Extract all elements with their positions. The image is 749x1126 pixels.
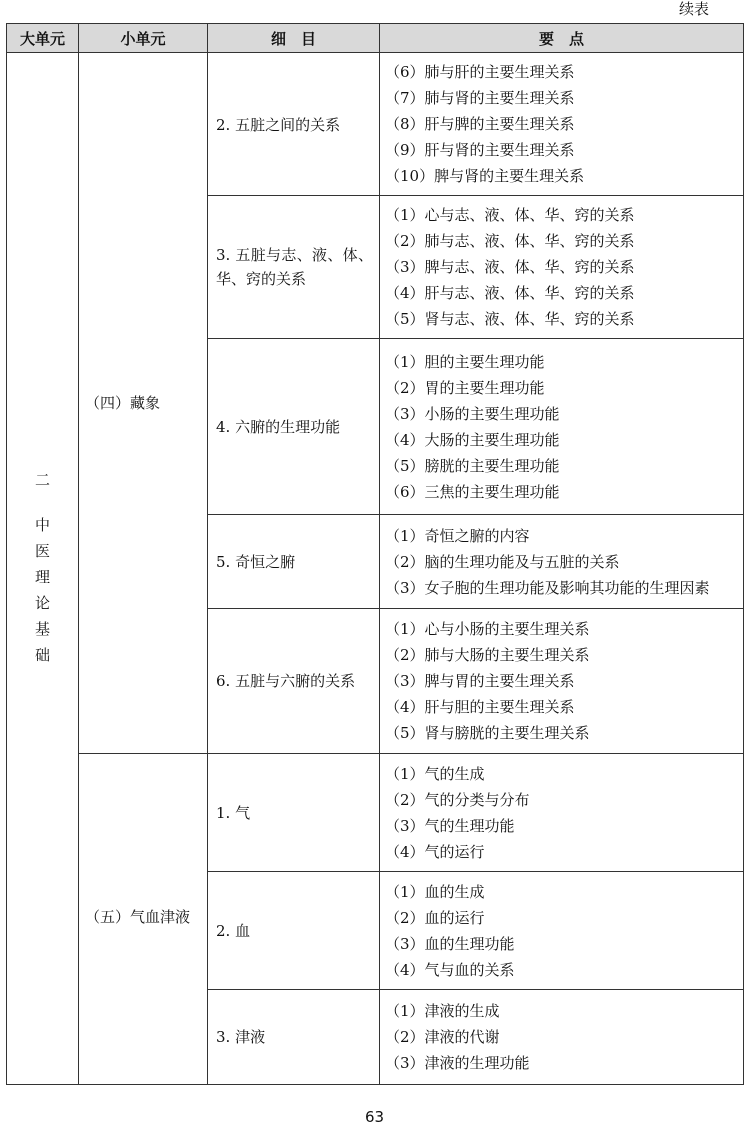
point-item: （1）奇恒之腑的内容	[385, 526, 530, 545]
item-cell	[208, 339, 380, 515]
point-item: （3）女子胞的生理功能及影响其功能的生理因素	[385, 578, 710, 597]
item-label: 1. 气	[216, 803, 251, 822]
point-item: （7）肺与肾的主要生理关系	[385, 89, 575, 107]
point-item: （4）肝与志、液、体、华、窍的关系	[385, 284, 635, 302]
point-item: （3）脾与志、液、体、华、窍的关系	[385, 258, 635, 276]
point-item: （3）脾与胃的主要生理关系	[385, 672, 575, 690]
point-item: （5）肾与膀胱的主要生理关系	[385, 724, 590, 742]
syllabus-table	[6, 23, 744, 1085]
continued-table-label: 续表	[678, 0, 709, 18]
points-cell	[380, 754, 744, 872]
point-item: （1）血的生成	[385, 882, 485, 901]
point-item: （6）三焦的主要生理功能	[385, 482, 560, 501]
item-cell	[208, 754, 380, 872]
unit-title-char: 基	[34, 620, 50, 638]
points-cell	[380, 990, 744, 1085]
header-unit: 大单元	[7, 24, 79, 53]
point-item: （1）胆的主要生理功能	[385, 352, 545, 371]
point-item: （5）肾与志、液、体、华、窍的关系	[385, 310, 635, 328]
point-item: （2）津液的代谢	[385, 1028, 500, 1046]
point-item: （2）肺与大肠的主要生理关系	[385, 646, 590, 664]
item-label: 3. 津液	[216, 1028, 266, 1046]
unit-title-char: 论	[34, 594, 50, 612]
subunit-label: （五）气血津液	[85, 908, 191, 926]
header-item: 细 目	[208, 24, 380, 53]
point-item: （4）气的运行	[385, 842, 485, 861]
point-item: （1）心与志、液、体、华、窍的关系	[385, 206, 635, 224]
header-points: 要 点	[380, 24, 744, 53]
point-item: （1）津液的生成	[385, 1002, 500, 1020]
unit-number: 二	[34, 471, 50, 489]
subunit-cell	[79, 53, 208, 754]
item-cell	[208, 196, 380, 339]
point-item: （2）胃的主要生理功能	[385, 378, 545, 397]
point-item: （5）膀胱的主要生理功能	[385, 456, 560, 475]
item-label: 4. 六腑的生理功能	[216, 417, 341, 436]
item-cell	[208, 990, 380, 1085]
item-cell	[208, 515, 380, 609]
point-item: （4）大肠的主要生理功能	[385, 430, 560, 449]
point-item: （8）肝与脾的主要生理关系	[385, 115, 575, 133]
item-label: 3. 五脏与志、液、体、华、窍的关系	[216, 246, 373, 288]
point-item: （4）肝与胆的主要生理关系	[385, 698, 575, 716]
points-cell	[380, 339, 744, 515]
points-cell	[380, 53, 744, 196]
header-subunit: 小单元	[79, 24, 208, 53]
unit-title-char: 中	[34, 516, 50, 534]
point-item: （2）脑的生理功能及与五脏的关系	[385, 552, 620, 571]
item-cell	[208, 609, 380, 754]
point-item: （3）小肠的主要生理功能	[385, 404, 560, 423]
point-item: （3）气的生理功能	[385, 816, 515, 835]
unit-cell	[7, 53, 79, 1085]
table-header-row	[7, 24, 744, 53]
point-item: （4）气与血的关系	[385, 960, 515, 979]
item-label: 2. 五脏之间的关系	[216, 116, 341, 134]
unit-title-char: 理	[34, 568, 50, 586]
point-item: （3）津液的生理功能	[385, 1054, 530, 1072]
table-row	[7, 53, 744, 196]
point-item: （1）心与小肠的主要生理关系	[385, 620, 590, 638]
points-cell	[380, 872, 744, 990]
point-item: （2）肺与志、液、体、华、窍的关系	[385, 232, 635, 250]
item-label: 6. 五脏与六腑的关系	[216, 672, 356, 690]
point-item: （3）血的生理功能	[385, 934, 515, 953]
item-cell	[208, 53, 380, 196]
table-row	[7, 754, 744, 872]
item-label: 5. 奇恒之腑	[216, 552, 296, 571]
point-item: （9）肝与肾的主要生理关系	[385, 141, 575, 159]
page-number: 63	[364, 1108, 385, 1126]
unit-title-char: 医	[34, 542, 50, 560]
point-item: （2）血的运行	[385, 908, 485, 927]
point-item: （1）气的生成	[385, 764, 485, 783]
subunit-label: （四）藏象	[85, 394, 161, 412]
item-cell	[208, 872, 380, 990]
point-item: （2）气的分类与分布	[385, 790, 530, 809]
point-item: （10）脾与肾的主要生理关系	[385, 167, 585, 185]
point-item: （6）肺与肝的主要生理关系	[385, 63, 575, 81]
points-cell	[380, 609, 744, 754]
points-cell	[380, 196, 744, 339]
unit-title-char: 础	[34, 646, 50, 664]
subunit-cell	[79, 754, 208, 1085]
points-cell	[380, 515, 744, 609]
item-label: 2. 血	[216, 921, 251, 940]
